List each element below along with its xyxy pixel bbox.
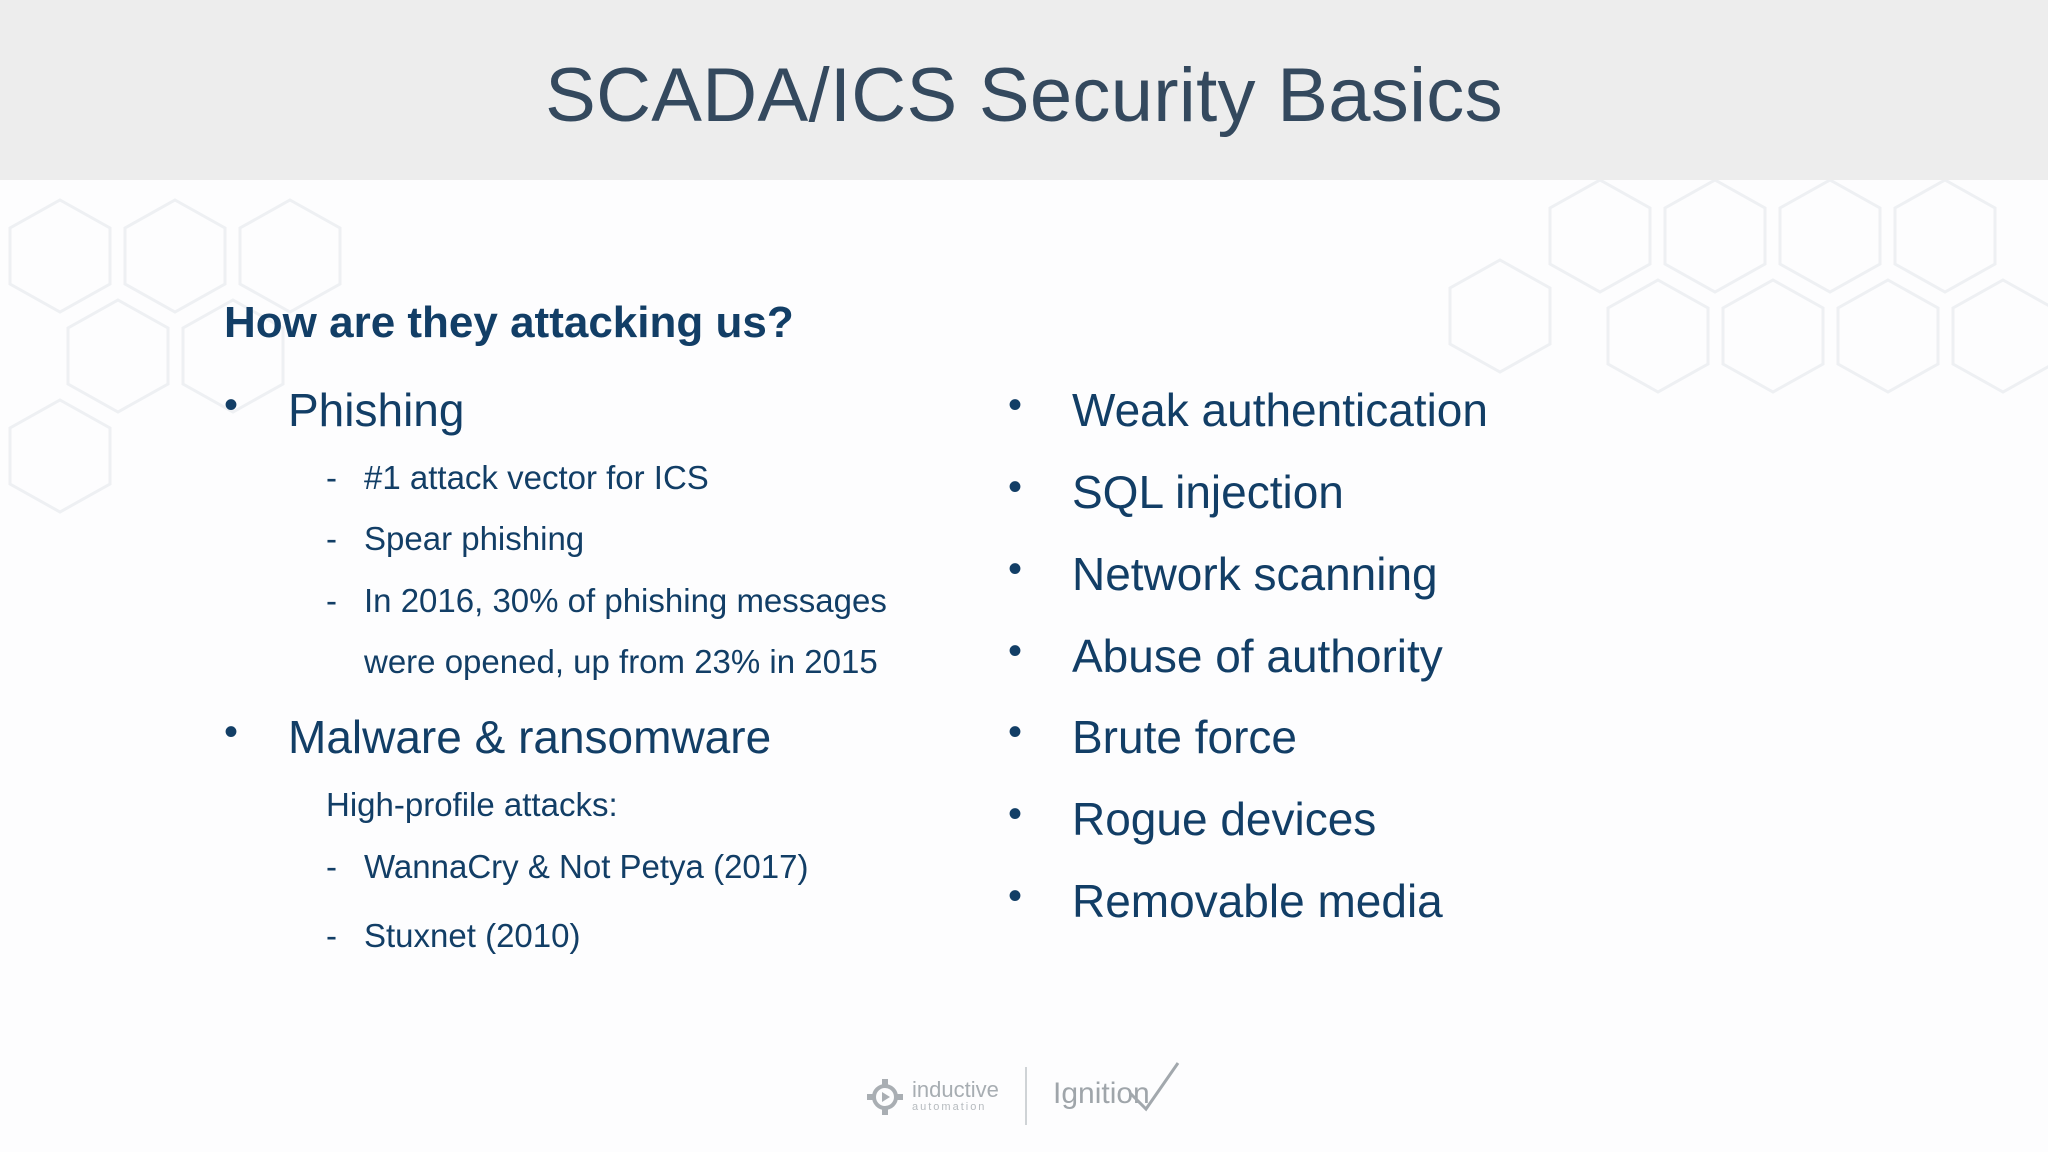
bullet-text: Abuse of authority	[1072, 630, 1443, 682]
bullet-marker: •	[1008, 792, 1023, 836]
sub-note-text: High-profile attacks:	[326, 786, 618, 823]
hexagon-pattern-background	[0, 180, 2048, 580]
brand-name-line-2: automation	[912, 1101, 987, 1113]
brand-ignition: Ignition	[1053, 1077, 1150, 1110]
bullet-marker: •	[1008, 383, 1023, 427]
bullet-marker: •	[1008, 629, 1023, 673]
bullet-marker: •	[1008, 547, 1023, 591]
footer-logos	[860, 1055, 1190, 1125]
sub-item-text: were opened, up from 23% in 2015	[364, 643, 878, 680]
bullet-text: Network scanning	[1072, 548, 1438, 600]
sub-item-text: Stuxnet (2010)	[364, 917, 581, 954]
bullet-text: Removable media	[1072, 875, 1443, 927]
bullet-text: SQL injection	[1072, 466, 1344, 518]
sub-note	[326, 786, 618, 824]
bullet-marker: •	[224, 710, 239, 754]
bullet-marker: •	[1008, 710, 1023, 754]
bullet-text: Weak authentication	[1072, 384, 1488, 436]
dash-marker: -	[326, 917, 337, 954]
logo-divider	[1025, 1067, 1027, 1125]
bullet-text: Rogue devices	[1072, 793, 1377, 845]
bullet-marker: •	[224, 383, 239, 427]
dash-marker: -	[326, 582, 337, 619]
dash-marker: -	[326, 848, 337, 885]
bullet-marker: •	[1008, 874, 1023, 918]
bullet-text: Brute force	[1072, 711, 1297, 763]
sub-item-text: In 2016, 30% of phishing messages	[364, 582, 887, 619]
bullet-text: Malware & ransomware	[288, 711, 772, 763]
slide-title: SCADA/ICS Security Basics	[545, 53, 1503, 138]
checkmark-logo-icon	[1122, 1059, 1182, 1115]
section-heading: How are they attacking us?	[224, 298, 794, 347]
dash-marker: -	[326, 459, 337, 496]
gear-logo-icon	[865, 1077, 905, 1117]
bullet-text: Phishing	[288, 384, 465, 436]
brand-name-line-1: inductive	[912, 1077, 999, 1102]
bullet-marker: •	[1008, 465, 1023, 509]
sub-item-text: Spear phishing	[364, 520, 585, 557]
dash-marker: -	[326, 520, 337, 557]
sub-item-text: WannaCry & Not Petya (2017)	[364, 848, 809, 885]
title-bar	[0, 0, 2048, 180]
sub-item-text: #1 attack vector for ICS	[364, 459, 709, 496]
